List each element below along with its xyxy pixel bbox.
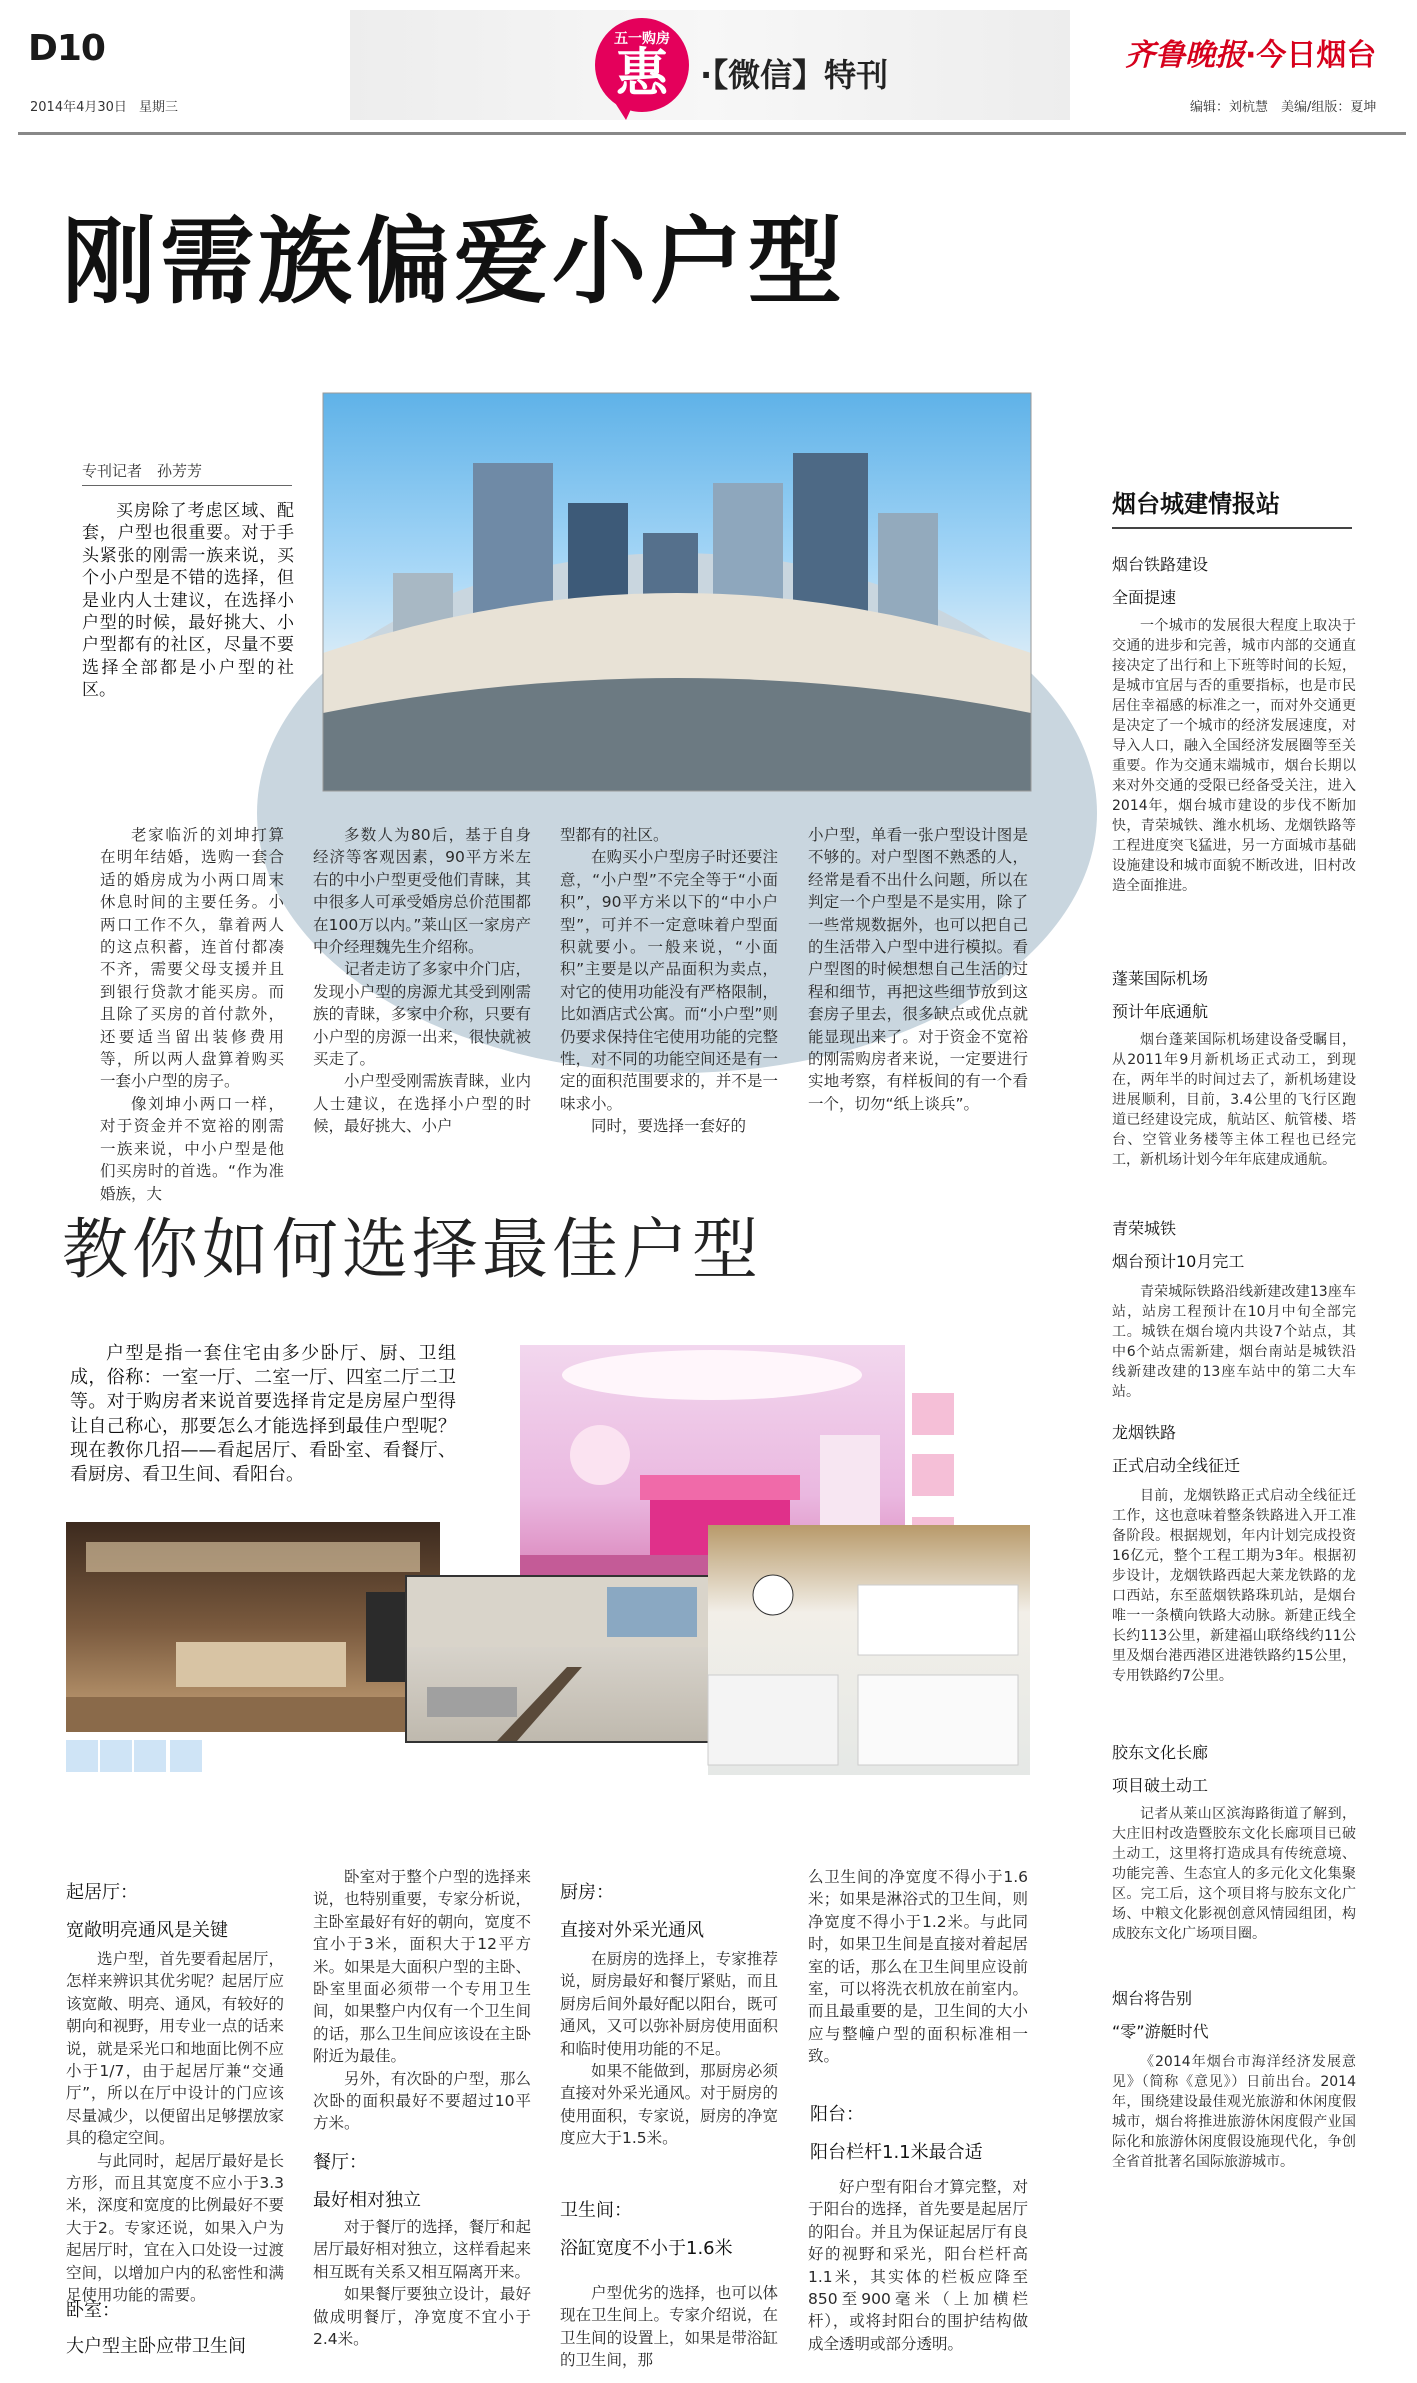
blue-square	[100, 1740, 132, 1772]
living-room-graphic	[66, 1522, 440, 1732]
section-bedroom	[66, 2296, 284, 2358]
section-heading: 直接对外采光通风	[560, 1920, 704, 1941]
section-living-room	[66, 1878, 284, 1942]
lead-paragraph: 户型是指一套住宅由多少卧厅、厨、卫组成，俗称：一室一厅、二室一厅、四室二厅二卫等。对于购房者来说首要选择肯定是房屋户型得让自己称心，那要怎么才能选择到最佳户型呢？现在教你几招——看起居厅、看卧室、看餐厅、看厨房、看卫生间、看阳台。	[70, 1343, 456, 1486]
sidebar-heading: 烟台将告别	[1112, 1989, 1193, 2008]
paragraph: 记者走访了多家中介门店，发现小户型的房源尤其受到刚需族的青睐，多家中介称，只要有小户型的房源一出来，很快就被买走了。	[313, 960, 531, 1069]
city-skyline-photo	[323, 393, 1031, 791]
sidebar-rule	[1112, 527, 1352, 529]
section-dining-body	[313, 2216, 531, 2366]
paragraph: 户型优劣的选择，也可以体现在卫生间上。专家介绍说，在卫生间的设置上，如果是带浴缸的卫生间，那	[560, 2284, 778, 2370]
duplex-graphic	[407, 1577, 721, 1741]
paragraph: 型都有的社区。	[560, 826, 669, 844]
section-label: 起居厅：	[66, 1882, 138, 1903]
section-heading: 阳台栏杆1.1米最合适	[810, 2142, 983, 2163]
paragraph: 《2014年烟台市海洋经济发展意见》（简称《意见》）日前出台。2014年，围绕建设最佳观光旅游和休闲度假城市，烟台将推进旅游休闲度假产业国际化和旅游休闲度假设施现代化，争创全省首批著名国际旅游城市。	[1112, 2054, 1356, 2170]
banner-top-text: 五一购房	[614, 31, 670, 47]
byline-rule	[82, 485, 292, 486]
article1-col2	[313, 824, 531, 1144]
sidebar-title: 烟台城建情报站	[1112, 490, 1280, 518]
sidebar-heading: 烟台铁路建设	[1112, 555, 1209, 574]
article1-lead	[82, 500, 294, 760]
sidebar-body-yacht	[1112, 2052, 1356, 2212]
article1-col4	[808, 824, 1028, 1144]
skyline-graphic	[323, 393, 1031, 791]
article1-byline: 专刊记者 孙芳芳	[82, 462, 203, 480]
paragraph: 在购买小户型房子时还要注意，“小户型”不完全等于“小面积”，90平方米以下的“中小户型”，可并不一定意味着户型面积就要小。一般来说，“小面积”主要是以产品面积为卖点，对它的使用功能没有严格限制，比如酒店式公寓。而“小户型”则仍要求保持住宅使用功能的完整性，对不同的功能空间还是有一定的面积范围要求的，并不是一味求小。	[560, 848, 778, 1113]
blue-square	[134, 1740, 166, 1772]
section-bathroom-body-cont	[808, 1866, 1028, 2086]
article2-lead	[70, 1342, 456, 1492]
paragraph: 同时，要选择一套好的	[591, 1117, 747, 1136]
sidebar-subheading: 项目破土动工	[1112, 1776, 1209, 1795]
section-label: 卧室：	[66, 2300, 120, 2321]
article1-title: 刚需族偏爱小户型	[62, 208, 847, 317]
paragraph: 记者从莱山区滨海路街道了解到，大庄旧村改造暨胶东文化长廊项目已破土动工，这里将打造成具有传统意境、功能完善、生态宜人的多元化文化集聚区。完工后，这个项目将与胶东文化广场、中粮文化影视创意风情园组团，构成胶东文化广场项目圈。	[1112, 1806, 1356, 1942]
section-bathroom-body	[560, 2282, 778, 2372]
paragraph: 小户型，单看一张户型设计图是不够的。对户型图不熟悉的人，经常是看不出什么问题，所以在判定一个户型是不是实用，除了一些常规数据外，也可以把自己的生活带入户型中进行模拟。看户型图的时候想想自己生活的过程和细节，再把这些细节放到这套房子里去，很多缺点或优点就能显现出来了。对于资金不宽裕的刚需购房者来说，一定要进行实地考察，有样板间的有一个看一个，切勿“纸上谈兵”。	[808, 826, 1028, 1113]
section-label: 厨房：	[560, 1882, 614, 1903]
sidebar-heading: 胶东文化长廊	[1112, 1743, 1209, 1762]
paper-sub: ·今日烟台	[1245, 38, 1377, 73]
article2-title: 教你如何选择最佳户型	[62, 1211, 762, 1288]
article1-col3	[560, 824, 778, 1144]
sidebar-item-culture	[1112, 1740, 1356, 1796]
date-text: 2014年4月30日	[30, 100, 127, 115]
sidebar-subheading: 正式启动全线征迁	[1112, 1456, 1241, 1475]
page-number: D10	[28, 28, 105, 69]
paragraph: 如果餐厅要独立设计，最好做成明餐厅，净宽度不宜小于2.4米。	[313, 2285, 531, 2349]
section-balcony	[810, 2100, 1030, 2164]
paragraph: 小户型受刚需族青睐，业内人士建议，在选择小户型的时候，最好挑大、小户	[313, 1072, 531, 1136]
article1-col1	[100, 824, 284, 1203]
sidebar-item-citytrain	[1112, 1216, 1356, 1272]
paragraph: 烟台蓬莱国际机场建设备受瞩目，从2011年9月新机场正式动工，到现在，两年半的时间过去了，新机场建设进展顺利，目前，3.4公里的飞行区跑道已经建设完成，航站区、航管楼、塔台、空管业务楼等主体工程也已经完工，新机场计划今年年底建成通航。	[1112, 1032, 1356, 1168]
duplex-interior-photo	[405, 1575, 723, 1743]
sidebar-subheading: 全面提速	[1112, 588, 1177, 607]
sidebar-body-citytrain	[1112, 1282, 1356, 1422]
section-heading: 宽敞明亮通风是关键	[66, 1920, 228, 1941]
sidebar-item-airport	[1112, 966, 1356, 1022]
pink-square	[912, 1393, 954, 1435]
banner-title: ·【微信】特刊	[700, 56, 889, 94]
editor-credits: 编辑：刘杭慧 美编/组版：夏坤	[1190, 100, 1377, 115]
section-label: 卫生间：	[560, 2200, 632, 2221]
section-kitchen-body	[560, 1948, 778, 2182]
paragraph: 对于餐厅的选择，餐厅和起居厅最好相对独立，这样看起来相互既有关系又相互隔离开来。	[313, 2218, 531, 2281]
paragraph: 好户型有阳台才算完整，对于阳台的选择，首先要是起居厅的阳台。并且为保证起居厅有良好的视野和采光，阳台栏杆高1.1米，其实体的栏板应降至850至900毫米（上加横栏杆），或将封阳台的围护结构做成全透明或部分透明。	[808, 2178, 1028, 2353]
section-heading: 浴缸宽度不小于1.6米	[560, 2238, 733, 2259]
sidebar-item-yacht	[1112, 1986, 1356, 2042]
sidebar-body-culture	[1112, 1804, 1356, 1984]
blue-square	[170, 1740, 202, 1772]
sidebar-subheading: 预计年底通航	[1112, 1002, 1209, 1021]
living-room-photo	[66, 1522, 440, 1732]
lead-paragraph: 买房除了考虑区域、配套，户型也很重要。对于手头紧张的刚需一族来说，买个小户型是不错的选择，但是业内人士建议，在选择小户型的时候，最好挑大、小户型都有的社区，尽量不要选择全部都是小户型的社区。	[82, 501, 294, 701]
blue-square	[66, 1740, 98, 1772]
sidebar-item-rail	[1112, 552, 1356, 608]
sidebar-subheading: “零”游艇时代	[1112, 2022, 1209, 2041]
paragraph: 像刘坤小两口一样，对于资金并不宽裕的刚需一族来说，中小户型是他们买房时的首选。“作为准婚族，大	[100, 1094, 284, 1203]
paragraph: 青荣城际铁路沿线新建改建13座车站，站房工程预计在10月中旬全部完工。城铁在烟台境内共设7个站点，其中6个站点需新建，烟台南站是城铁沿线新建改建的13座车站中的第二大车站。	[1112, 1284, 1356, 1400]
pink-square	[912, 1454, 954, 1496]
section-heading: 大户型主卧应带卫生间	[66, 2336, 246, 2357]
section-label: 餐厅：	[313, 2152, 367, 2173]
section-bathroom	[560, 2196, 778, 2260]
section-heading: 最好相对独立	[313, 2190, 421, 2211]
sidebar-heading: 龙烟铁路	[1112, 1423, 1177, 1442]
kitchen-graphic	[708, 1525, 1030, 1775]
sidebar-body-airport	[1112, 1030, 1356, 1216]
paragraph: 另外，有次卧的户型，那么次卧的面积最好不要超过10平方米。	[313, 2069, 531, 2133]
issue-date	[30, 96, 178, 115]
newspaper-masthead	[1125, 30, 1376, 74]
paragraph: 卧室对于整个户型的选择来说，也特别重要，专家分析说，主卧室最好有好的朝向，宽度不宜小于3米，面积大于12平方米。如果是大面积户型的主卧、卧室里面必须带一个专用卫生间，如果整户内仅有一个卫生间的话，那么卫生间应该设在主卧附近为最佳。	[313, 1868, 531, 2066]
special-edition-banner	[350, 10, 1070, 120]
paragraph: 在厨房的选择上，专家推荐说，厨房最好和餐厅紧贴，而且厨房后间外最好配以阳台，既可通风，又可以弥补厨房使用面积和临时使用功能的不足。	[560, 1950, 778, 2058]
header-rule	[18, 132, 1406, 135]
section-label: 阳台：	[810, 2104, 864, 2125]
paragraph: 一个城市的发展很大程度上取决于交通的进步和完善，城市内部的交通直接决定了出行和上下班等时间的长短，是城市宜居与否的重要指标，也是市民居住幸福感的标准之一，而对外交通更是决定了一个城市的经济发展速度，对导入人口，融入全国经济发展圈等至关重要。作为交通末端城市，烟台长期以来对外交通的受限已经备受关注，进入2014年，烟台城市建设的步伐不断加快，青荣城铁、潍水机场、龙烟铁路等工程进度突飞猛进，另一方面城市基础设施建设和城市面貌不断改进，旧村改造全面推进。	[1112, 618, 1356, 894]
sidebar-item-longyan	[1112, 1420, 1356, 1476]
section-kitchen	[560, 1878, 778, 1942]
sidebar-heading: 蓬莱国际机场	[1112, 969, 1209, 988]
sidebar-body-longyan	[1112, 1486, 1356, 1726]
section-bedroom-body	[313, 1866, 531, 2146]
sidebar-subheading: 烟台预计10月完工	[1112, 1252, 1245, 1271]
sidebar-heading: 青荣城铁	[1112, 1219, 1177, 1238]
paragraph: 么卫生间的净宽度不得小于1.6米；如果是淋浴式的卫生间，则净宽度不得小于1.2米。与此同时，如果卫生间是直接对着起居室的话，那么在卫生间里应设前室，可以将洗衣机放在前室内。而且最重要的是，卫生间的大小应与整幢户型的面积标准相一致。	[808, 1868, 1028, 2066]
paragraph: 与此同时，起居厅最好是长方形，而且其宽度不应小于3.3米，深度和宽度的比例最好不要大于2。专家还说，如果入户为起居厅时，宜在入口处设一过渡空间，以增加户内的私密性和满足使用功能的需要。	[66, 2151, 284, 2305]
kitchen-photo	[708, 1525, 1030, 1775]
section-balcony-body	[808, 2176, 1028, 2376]
banner-big-char: 惠	[615, 44, 668, 104]
paragraph: 如果不能做到，那厨房必须直接对外采光通风。对于厨房的使用面积，专家说，厨房的净宽度应大于1.5米。	[560, 2062, 778, 2148]
paragraph: 选户型，首先要看起居厅，怎样来辨识其优劣呢？起居厅应该宽敞、明亮、通风，有较好的朝向和视野，用专业一点的话来说，就是采光口和地面比例不应小于1/7，由于起居厅兼“交通厅”，所以在厅中设计的门应该尽量减少，以便留出足够摆放家具的稳定空间。	[66, 1950, 284, 2148]
section-living-room-body	[66, 1948, 284, 2305]
section-dining	[313, 2148, 531, 2212]
paragraph: 多数人为80后，基于自身经济等客观因素，90平方米左右的中小户型更受他们青睐，其中很多人可承受婚房总价范围都在100万以内。”莱山区一家房产中介经理魏先生介绍称。	[313, 826, 531, 957]
sidebar-body-rail	[1112, 616, 1356, 946]
weekday-text: 星期三	[139, 100, 179, 115]
paragraph: 老家临沂的刘坤打算在明年结婚，选购一套合适的婚房成为小两口周末休息时间的主要任务。小两口工作不久，靠着两人的这点积蓄，连首付都凑不齐，需要父母支援并且到银行贷款才能买房。而且除了买房的首付款外，还要适当留出装修费用等，所以两人盘算着购买一套小户型的房子。	[100, 826, 284, 1091]
paragraph: 目前，龙烟铁路正式启动全线征迁工作，这也意味着整条铁路进入开工准备阶段。根据规划，年内计划完成投资16亿元，整个工程工期为3年。根据初步设计，龙烟铁路西起大莱龙铁路的龙口西站，东至蓝烟铁路珠玑站，是烟台唯一一条横向铁路大动脉。新建正线全长约113公里，新建福山联络线约11公里及烟台港西港区进港铁路约15公里，专用铁路约7公里。	[1112, 1488, 1356, 1684]
paper-name: 齐鲁晚报	[1125, 38, 1245, 73]
